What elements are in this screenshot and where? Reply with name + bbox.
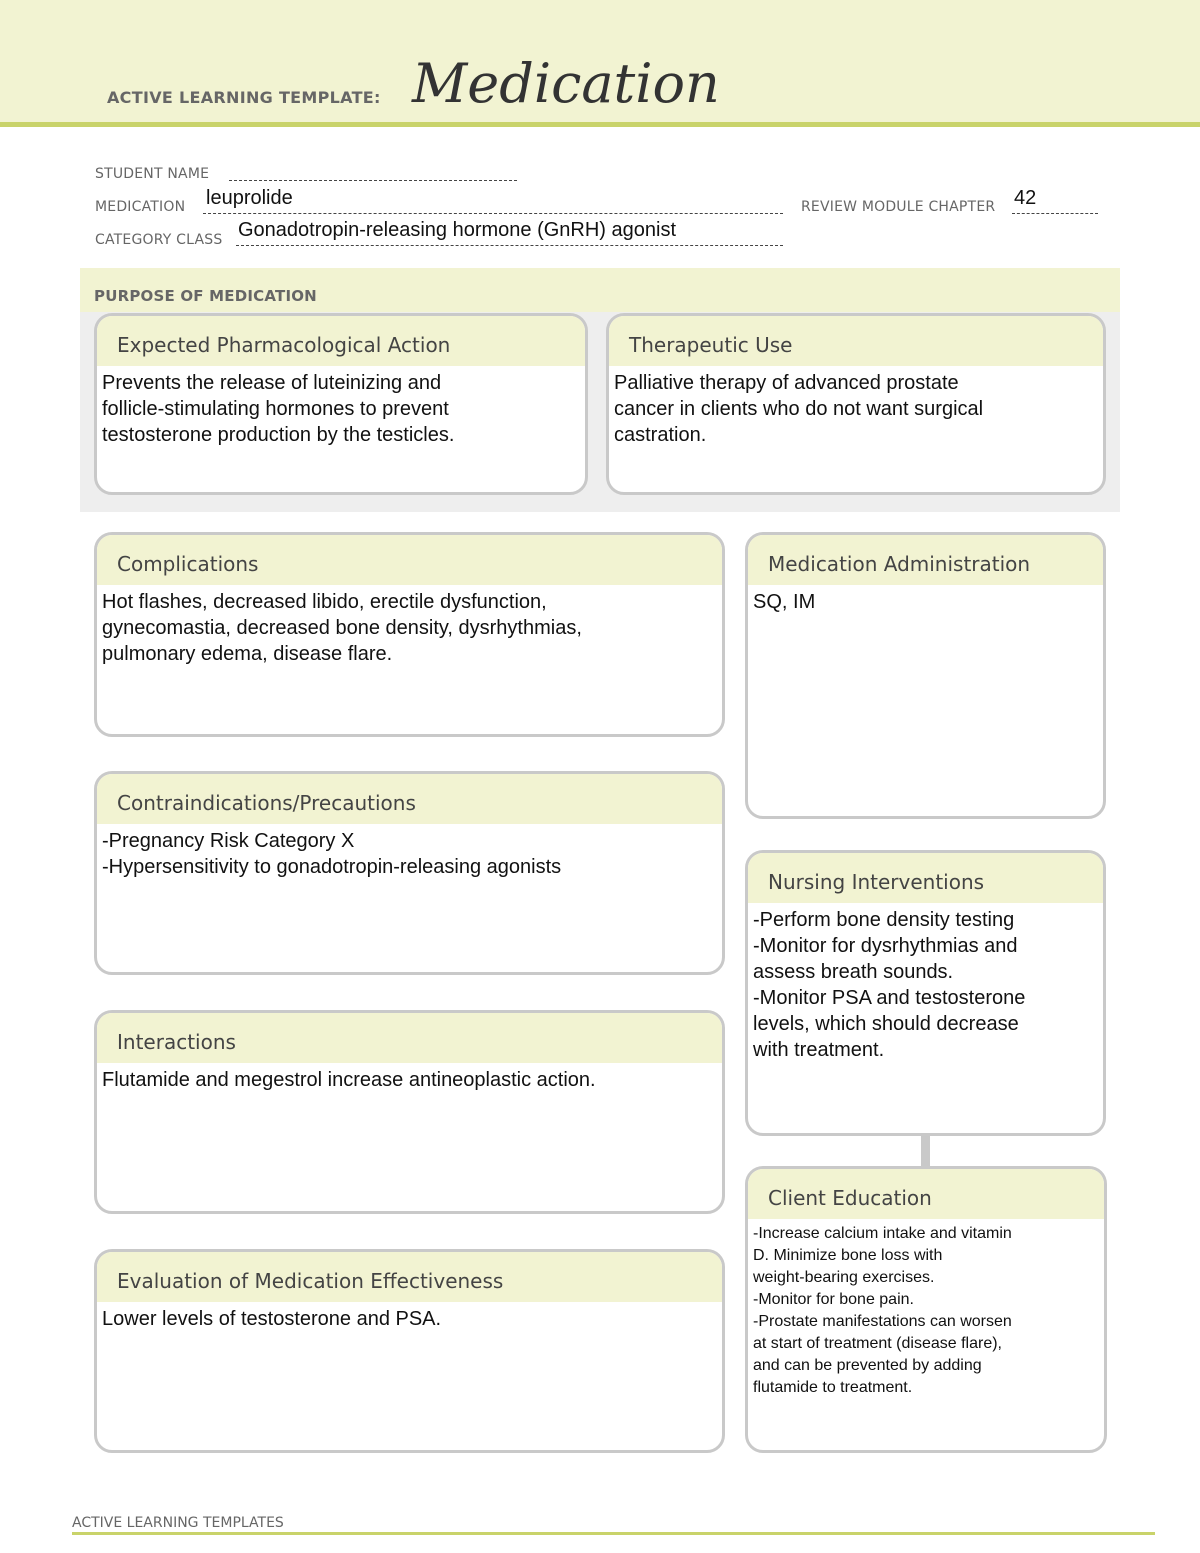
client-education-text[interactable]: -Increase calcium intake and vitamin D. Minimize bone loss with weight-bearing exercises. -Monitor for bone pain. -Prostate manifestations can worsen at start of treatment (disease flare), and can be prevented by adding flutamide to treatment. — [753, 1225, 1012, 1396]
card-title: Client Education — [748, 1169, 1104, 1219]
medication-line — [203, 213, 783, 214]
header-rule — [0, 122, 1200, 127]
card-title: Contraindications/Precautions — [97, 774, 722, 824]
expected-action-text[interactable]: Prevents the release of luteinizing and follicle-stimulating hormones to prevent testosterone production by the testicles. — [102, 372, 455, 446]
card-title: Nursing Interventions — [748, 853, 1103, 903]
card-title: Therapeutic Use — [609, 316, 1103, 366]
administration-card — [745, 532, 1106, 819]
page-title: Medication — [412, 52, 720, 115]
purpose-label: PURPOSE OF MEDICATION — [94, 287, 317, 305]
complications-text[interactable]: Hot flashes, decreased libido, erectile dysfunction, gynecomastia, decreased bone density, dysrhythmias, pulmonary edema, disease flare. — [102, 591, 582, 665]
category-class-line — [236, 245, 783, 246]
review-module-line — [1012, 213, 1098, 214]
card-title: Interactions — [97, 1013, 722, 1063]
review-module-label: REVIEW MODULE CHAPTER — [801, 199, 996, 215]
card-title: Evaluation of Medication Effectiveness — [97, 1252, 722, 1302]
administration-text[interactable]: SQ, IM — [753, 591, 816, 613]
contraindications-text[interactable]: -Pregnancy Risk Category X -Hypersensitivity to gonadotropin-releasing agonists — [102, 830, 562, 878]
card-title: Medication Administration — [748, 535, 1103, 585]
card-title: Expected Pharmacological Action — [97, 316, 585, 366]
evaluation-text[interactable]: Lower levels of testosterone and PSA. — [102, 1308, 442, 1330]
client-education-card — [745, 1166, 1107, 1453]
footer-rule — [72, 1532, 1155, 1535]
contraindications-card — [94, 771, 725, 975]
interactions-card — [94, 1010, 725, 1214]
category-class-label: CATEGORY CLASS — [95, 232, 223, 248]
expected-action-card — [94, 313, 588, 495]
evaluation-card — [94, 1249, 725, 1453]
card-title: Complications — [97, 535, 722, 585]
student-name-line — [229, 180, 517, 181]
category-class-field[interactable]: Gonadotropin-releasing hormone (GnRH) agonist — [238, 219, 677, 241]
nursing-interventions-card — [745, 850, 1106, 1136]
complications-card — [94, 532, 725, 737]
medication-field[interactable]: leuprolide — [206, 187, 293, 209]
therapeutic-use-card — [606, 313, 1106, 495]
template-label: ACTIVE LEARNING TEMPLATE: — [107, 88, 381, 107]
card-connector — [921, 1134, 930, 1166]
medication-label: MEDICATION — [95, 199, 186, 215]
nursing-interventions-text[interactable]: -Perform bone density testing -Monitor for dysrhythmias and assess breath sounds. -Monitor PSA and testosterone levels, which should decrease with treatment. — [753, 909, 1026, 1061]
footer-label: ACTIVE LEARNING TEMPLATES — [72, 1515, 284, 1531]
interactions-text[interactable]: Flutamide and megestrol increase antineoplastic action. — [102, 1069, 596, 1091]
student-name-label: STUDENT NAME — [95, 166, 210, 182]
review-module-field[interactable]: 42 — [1014, 187, 1037, 209]
therapeutic-use-text[interactable]: Palliative therapy of advanced prostate cancer in clients who do not want surgical castration. — [614, 372, 984, 446]
